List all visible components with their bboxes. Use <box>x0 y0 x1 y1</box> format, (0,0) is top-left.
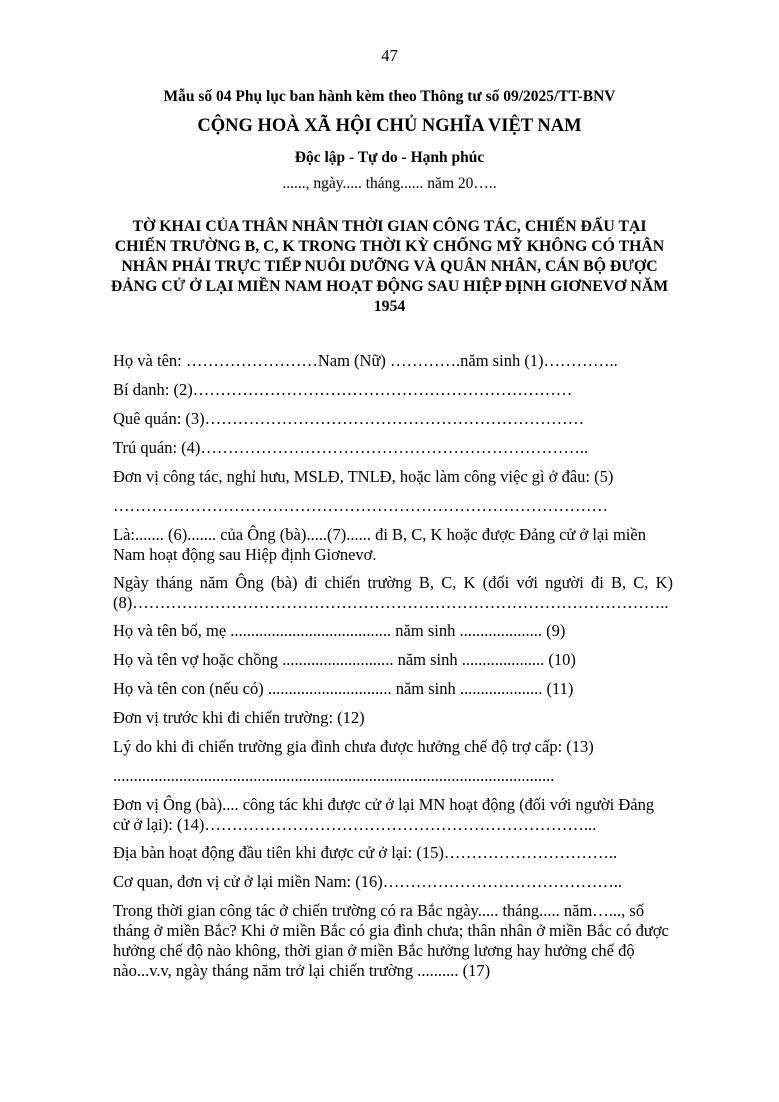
title-line: NHÂN PHẢI TRỰC TIẾP NUÔI DƯỠNG VÀ QUÂN NHÂN, CÁN BỘ ĐƯỢC <box>121 258 658 275</box>
field-first-area: Địa bàn hoạt động đầu tiên khi được cử ở lại: (15)………………………….. <box>113 843 618 862</box>
field-departure-date: Ngày tháng năm Ông (bà) đi chiến trường B, C, K (đối với người đi B, C, K) (8)…………………………………………………………………………………….. <box>113 573 673 612</box>
field-parents: Họ và tên bố, mẹ ....................................... năm sinh .................... (9) <box>113 621 566 640</box>
field-spouse: Họ và tên vợ hoặc chồng ........................... năm sinh .................... (10) <box>113 650 576 669</box>
field-north-period: Trong thời gian công tác ở chiến trường có ra Bắc ngày..... tháng..... năm…..., số tháng ở miền Bắc? Khi ở miền Bắc có gia đình chưa; thân nhân ở miền Bắc có được hưởng chế độ nào không, thời gian ở miền Bắc hưởng lương hay hưởng chế độ nào...v.v, ngày tháng năm trở lại chiến trường .......... (17) <box>113 901 669 980</box>
title-line: CHIẾN TRƯỜNG B, C, K TRONG THỜI KỲ CHỐNG MỸ KHÔNG CÓ THÂN <box>114 238 665 255</box>
national-motto: Độc lập - Tự do - Hạnh phúc <box>294 149 485 166</box>
field-previous-unit: Đơn vị trước khi đi chiến trường: (12) <box>113 708 365 727</box>
place-date-line: ......, ngày..... tháng...... năm 20….. <box>282 175 497 192</box>
country-name: CỘNG HOÀ XÃ HỘI CHỦ NGHĨA VIỆT NAM <box>197 116 582 136</box>
field-workplace-line: ……………………………………………………………………………… <box>113 496 608 515</box>
field-unit-stayed: Đơn vị Ông (bà).... công tác khi được cử ở lại MN hoạt động (đối với người Đảng cử ở lại): (14)……………………………………………………………... <box>113 795 655 834</box>
title-line: 1954 <box>373 298 406 315</box>
title-line: ĐẢNG CỬ Ở LẠI MIỀN NAM HOẠT ĐỘNG SAU HIỆP ĐỊNH GIƠNEVƠ NĂM <box>110 278 669 295</box>
field-residence: Trú quán: (4)…………………………………………………………….. <box>113 438 589 457</box>
field-full-name: Họ và tên: ……………………Nam (Nữ) ………….năm sinh (1)………….. <box>113 351 618 370</box>
field-workplace: Đơn vị công tác, nghỉ hưu, MSLĐ, TNLĐ, hoặc làm công việc gì ở đâu: (5) <box>113 467 614 486</box>
title-line: TỜ KHAI CỦA THÂN NHÂN THỜI GIAN CÔNG TÁC, CHIẾN ĐẤU TẠI <box>132 218 647 235</box>
field-children: Họ và tên con (nếu có) .............................. năm sinh .................... (11) <box>113 679 574 698</box>
form-fields <box>113 351 673 981</box>
field-reason-line: ........................................................................................................... <box>113 766 555 785</box>
form-reference: Mẫu số 04 Phụ lục ban hành kèm theo Thông tư số 09/2025/TT-BNV <box>163 88 616 105</box>
field-reason: Lý do khi đi chiến trường gia đình chưa được hưởng chế độ trợ cấp: (13) <box>113 737 594 756</box>
document-title <box>108 217 671 317</box>
field-relationship: Là:....... (6)....... của Ông (bà).....(7)...... đi B, C, K hoặc được Đảng cử ở lại miền Nam hoạt động sau Hiệp định Giơnevơ. <box>113 525 646 564</box>
field-alias: Bí danh: (2)…………………………………………………………… <box>113 380 573 399</box>
page-number: 47 <box>381 46 398 65</box>
field-assigning-agency: Cơ quan, đơn vị cử ở lại miền Nam: (16)…………………………………….. <box>113 872 622 891</box>
field-hometown: Quê quán: (3)…………………………………………………………… <box>113 409 585 428</box>
